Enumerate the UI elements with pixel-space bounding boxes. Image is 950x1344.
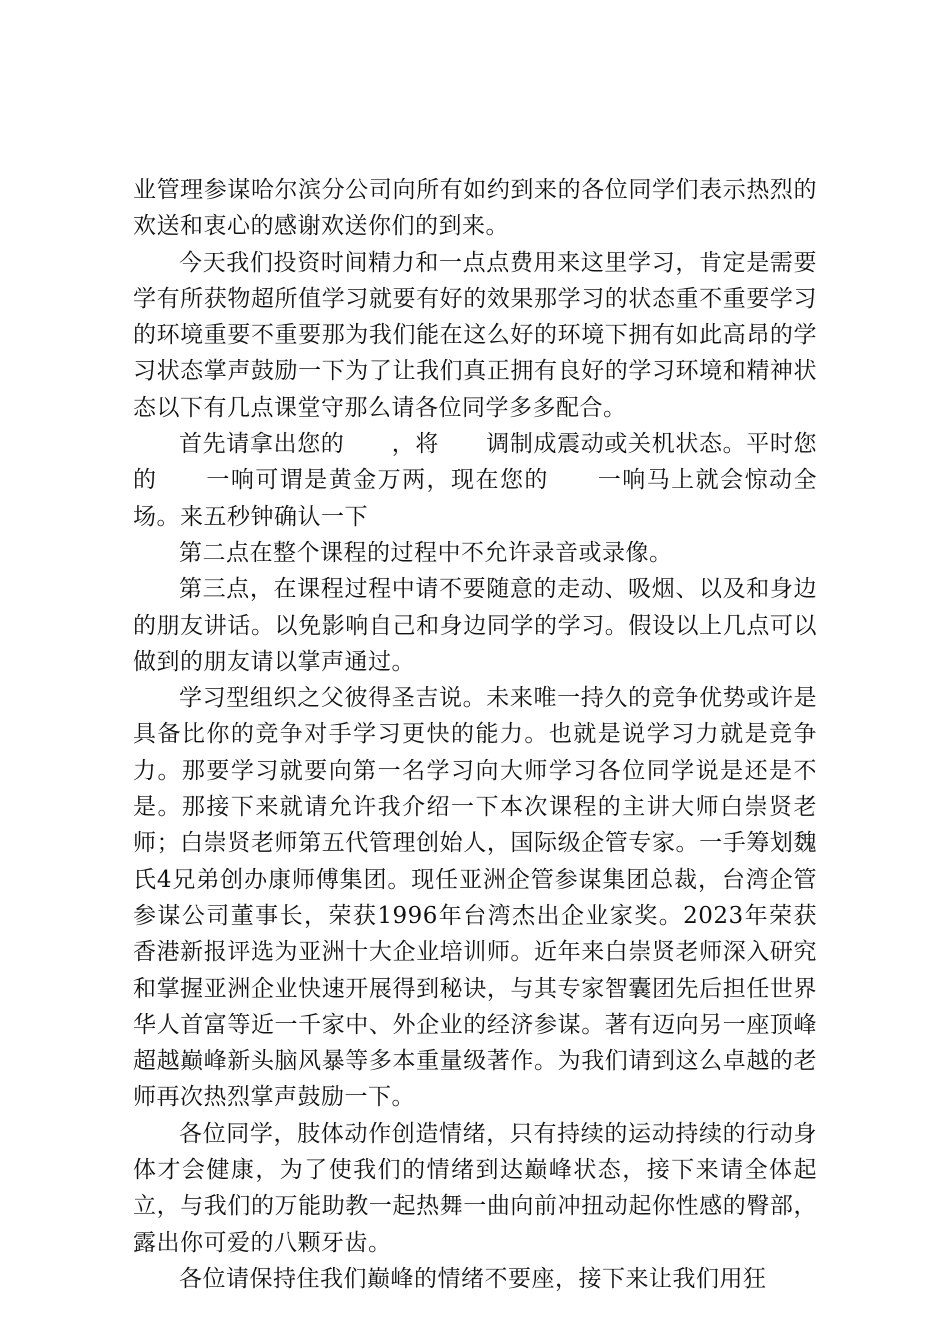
paragraph-closing: 各位请保持住我们巅峰的情绪不要座，接下来让我们用狂 xyxy=(179,1265,767,1292)
document-body xyxy=(133,172,817,1297)
paragraph-dance: 各位同学，肢体动作创造情绪，只有持续的运动持续的行动身体才会健康，为了使我们的情绪到达巅峰状态，接下来请全体起立，与我们的万能助教一起热舞一曲向前冲扭动起你性感的臀部，露出你可爱的八颗牙齿。 xyxy=(133,1120,817,1256)
paragraph-teacher-intro: 学习型组织之父彼得圣吉说。未来唯一持久的竞争优势或许是具备比你的竞争对手学习更快的能力。也就是说学习力就是竞争力。那要学习就要向第一名学习向大师学习各位同学说是还是不是。那接下来就请允许我介绍一下本次课程的主讲大师白崇贤老师；白崇贤老师第五代管理创始人，国际级企管专家。一手筹划魏氏4兄弟创办康师傅集团。现任亚洲企管参谋集团总裁，台湾企管参谋公司董事长，荣获1996年台湾杰出企业家奖。2023年荣获香港新报评选为亚洲十大企业培训师。近年来白崇贤老师深入研究和掌握亚洲企业快速开展得到秘诀，与其专家智囊团先后担任世界华人首富等近一千家中、外企业的经济参谋。著有迈向另一座顶峰超越巅峰新头脑风暴等多本重量级著作。为我们请到这么卓越的老师再次热烈掌声鼓励一下。 xyxy=(133,685,817,1111)
paragraph-conduct-rule: 第三点，在课程过程中请不要随意的走动、吸烟、以及和身边的朋友讲话。以免影响自己和身边同学的学习。假设以上几点可以做到的朋友请以掌声通过。 xyxy=(133,576,817,675)
paragraph-study-purpose: 今天我们投资时间精力和一点点费用来这里学习，肯定是需要学有所获物超所值学习就要有好的效果那学习的状态重不重要学习的环境重要不重要那为我们能在这么好的环境下拥有如此高昂的学习状态掌声鼓励一下为了让我们真正拥有良好的学习环境和精神状态以下有几点课堂守那么请各位同学多多配合。 xyxy=(133,249,817,421)
paragraph-recording-rule: 第二点在整个课程的过程中不允许录音或录像。 xyxy=(179,539,673,566)
paragraph-phone-rule: 首先请拿出您的 ，将 调制成震动或关机状态。平时您的 一响可谓是黄金万两，现在您的 一响马上就会惊动全场。来五秒钟确认一下 xyxy=(133,431,817,530)
paragraph-continuation: 业管理参谋哈尔滨分公司向所有如约到来的各位同学们表示热烈的欢送和衷心的感谢欢送你们的到来。 xyxy=(133,177,817,240)
